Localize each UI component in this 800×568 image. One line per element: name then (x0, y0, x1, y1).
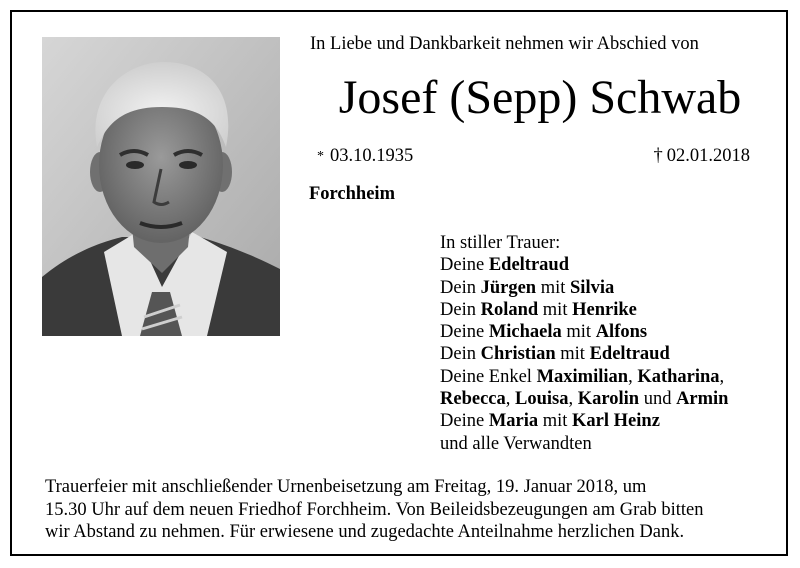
birth-star-icon: * (317, 149, 324, 164)
deceased-name: Josef (Sepp) Schwab (338, 71, 742, 124)
mourner-text: , (719, 366, 725, 387)
mourner-name: Henrike (572, 299, 637, 320)
death-cross-icon: † (653, 146, 663, 166)
service-line: Trauerfeier mit anschließender Urnenbeisetzung am Freitag, 19. Januar 2018, um (45, 477, 647, 497)
death-date (654, 144, 751, 168)
mourner-text: Deine (440, 411, 489, 432)
mourner-text: , (505, 389, 515, 410)
mourner-name: Alfons (595, 322, 648, 343)
mourner-name: Maria (488, 411, 539, 432)
mourner-name: Armin (676, 389, 729, 410)
mourner-text: Deine Enkel (440, 366, 537, 387)
mourners-heading: In stiller Trauer: (440, 233, 561, 253)
mourner-line (440, 254, 728, 276)
mourner-line (440, 410, 728, 432)
mourner-name: Jürgen (480, 277, 537, 298)
mourner-name: Katharina (637, 366, 720, 387)
mourner-line (440, 388, 728, 410)
mourner-text: Dein (440, 344, 481, 365)
mourner-name: Christian (480, 344, 556, 365)
mourner-name: Edeltraud (488, 255, 569, 276)
service-line: 15.30 Uhr auf dem neuen Friedhof Forchheim. Von Beileidsbezeugungen am Grab bitten (45, 499, 704, 520)
portrait-photo (42, 37, 280, 336)
mourner-name: Louisa (515, 389, 569, 410)
mourners-list (440, 232, 728, 455)
mourner-text: mit (555, 344, 590, 365)
mourner-name: Rebecca (440, 389, 506, 410)
mourner-text: Dein (440, 277, 481, 298)
mourner-name: Karl Heinz (572, 411, 660, 432)
mourner-text: , (568, 389, 578, 410)
service-announcement (45, 476, 765, 544)
mourner-line (440, 321, 728, 343)
mourner-text: und (639, 389, 677, 410)
birth-date-value: 03.10.1935 (330, 146, 414, 166)
mourner-line (440, 277, 728, 299)
mourner-name: Roland (480, 299, 539, 320)
mourner-line (440, 299, 728, 321)
death-date-value: 02.01.2018 (666, 146, 750, 166)
mourner-text: und alle Verwandten (440, 433, 592, 454)
mourner-name: Maximilian (536, 366, 629, 387)
mourner-name: Edeltraud (589, 344, 670, 365)
portrait-photo-drawing (42, 37, 280, 336)
intro-text: In Liebe und Dankbarkeit nehmen wir Abschied von (310, 34, 699, 54)
mourner-name: Silvia (570, 277, 615, 298)
mourner-line (440, 366, 728, 388)
obituary-notice (10, 10, 788, 556)
mourner-lines (440, 254, 728, 455)
mourner-text: mit (561, 322, 596, 343)
mourner-line (440, 433, 728, 455)
mourner-text: Deine (440, 322, 489, 343)
mourner-text: mit (536, 277, 571, 298)
mourner-text: mit (538, 411, 573, 432)
birth-date (317, 144, 413, 169)
mourner-line (440, 343, 728, 365)
mourner-name: Michaela (488, 322, 562, 343)
city: Forchheim (309, 184, 395, 204)
mourner-text: , (628, 366, 638, 387)
mourner-name: Karolin (577, 389, 640, 410)
mourner-text: mit (538, 299, 573, 320)
mourner-text: Dein (440, 299, 481, 320)
service-line: wir Abstand zu nehmen. Für erwiesene und zugedachte Anteilnahme herzlichen Dank. (45, 522, 685, 542)
mourner-text: Deine (440, 255, 489, 276)
